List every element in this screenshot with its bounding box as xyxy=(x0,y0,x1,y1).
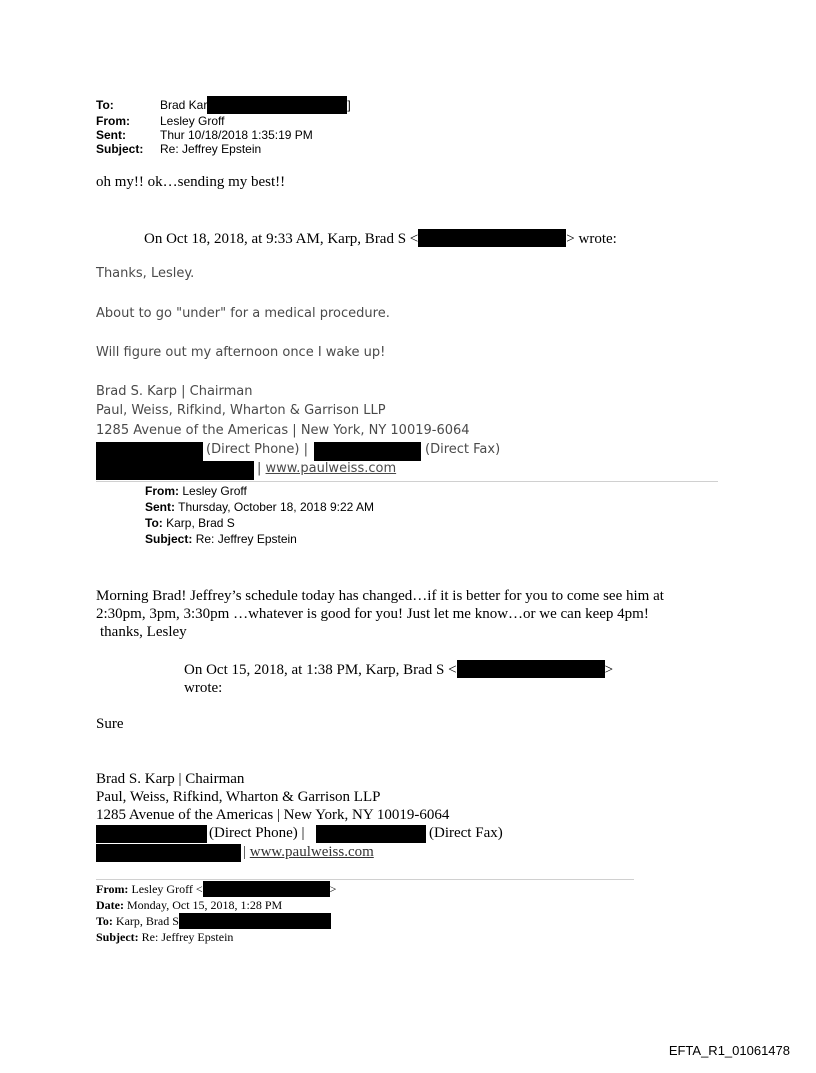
redaction-bar xyxy=(203,881,330,897)
redaction-bar xyxy=(207,96,347,114)
fwd2-subject-value: Re: Jeffrey Epstein xyxy=(141,930,234,944)
fwd2-date-label: Date: xyxy=(96,898,124,912)
quote1-intro-pre: On Oct 18, 2018, at 9:33 AM, Karp, Brad S < xyxy=(144,231,419,247)
header-sent-label: Sent: xyxy=(96,128,126,142)
fwd2-from-value: Lesley Groff < xyxy=(131,882,203,896)
header-from-label: From: xyxy=(96,114,130,128)
quote2-intro-post: > xyxy=(604,662,614,678)
redaction-bar xyxy=(96,825,207,843)
fwd1-sent-row xyxy=(145,499,374,515)
quote2-intro-row xyxy=(184,660,613,679)
redaction-bar xyxy=(96,844,241,862)
header-sent-row xyxy=(96,128,351,142)
quote1-intro-post: > wrote: xyxy=(566,231,617,247)
header-from-value: Lesley Groff xyxy=(160,114,225,128)
fwd1-to-row xyxy=(145,515,374,531)
fwd1-subject-label: Subject: xyxy=(145,532,193,546)
fwd1-sent-label: Sent: xyxy=(145,500,175,514)
sig1-name: Brad S. Karp | Chairman xyxy=(96,384,253,399)
quote2-intro xyxy=(184,660,613,697)
document-id: EFTA_R1_01061478 xyxy=(668,1043,790,1058)
sig1-address: 1285 Avenue of the Americas | New York, NY 10019-6064 xyxy=(96,423,470,438)
reply-body: oh my!! ok…sending my best!! xyxy=(96,174,286,190)
msg2-line-3: thanks, Lesley xyxy=(100,624,187,640)
divider xyxy=(96,879,634,880)
header-from-row xyxy=(96,114,351,128)
header-to-row xyxy=(96,96,351,114)
redaction-bar xyxy=(314,442,421,461)
fwd2-to-label: To: xyxy=(96,914,113,928)
quote2-intro-pre: On Oct 15, 2018, at 1:38 PM, Karp, Brad S < xyxy=(184,662,457,678)
redaction-bar xyxy=(457,660,605,678)
quote2-body: Sure xyxy=(96,716,124,732)
fwd2-header xyxy=(96,881,336,945)
fwd2-to-value: Karp, Brad S xyxy=(115,914,179,928)
fwd1-from-row xyxy=(145,483,374,499)
sig1-sep: | xyxy=(257,461,262,476)
msg2-line-2: 2:30pm, 3pm, 3:30pm …whatever is good for you! Just let me know…or we can keep 4pm! xyxy=(96,606,649,622)
fwd1-from-label: From: xyxy=(145,484,179,498)
quote1-line-1: Thanks, Lesley. xyxy=(96,266,195,281)
sig2-firm: Paul, Weiss, Rifkind, Wharton & Garrison LLP xyxy=(96,789,381,805)
sig2-fax: (Direct Fax) xyxy=(429,825,503,841)
msg2-body xyxy=(96,587,664,641)
quote2-intro-wrote: wrote: xyxy=(184,680,223,696)
fwd1-subject-value: Re: Jeffrey Epstein xyxy=(195,532,297,546)
fwd1-sent-value: Thursday, October 18, 2018 9:22 AM xyxy=(178,500,375,514)
sig1-phone: (Direct Phone) | xyxy=(206,442,308,457)
redaction-bar xyxy=(96,461,254,480)
header-to-value: Brad Kar xyxy=(160,98,208,112)
header-subject-value: Re: Jeffrey Epstein xyxy=(160,142,262,156)
fwd2-date-row xyxy=(96,897,336,913)
sig1-firm: Paul, Weiss, Rifkind, Wharton & Garrison LLP xyxy=(96,403,386,418)
quote1-intro xyxy=(144,229,617,248)
sig2-name: Brad S. Karp | Chairman xyxy=(96,771,245,787)
quote1-line-2: About to go "under" for a medical procedure. xyxy=(96,306,390,321)
sig2-web-line xyxy=(243,844,374,861)
sig1-web-line xyxy=(257,461,396,476)
fwd1-header xyxy=(145,483,374,547)
sig2-address: 1285 Avenue of the Americas | New York, NY 10019-6064 xyxy=(96,807,450,823)
fwd2-from-tail: > xyxy=(329,882,337,896)
header-to-tail: ] xyxy=(347,98,351,112)
quote1-line-3: Will figure out my afternoon once I wake up! xyxy=(96,345,386,360)
divider xyxy=(96,481,718,482)
fwd1-from-value: Lesley Groff xyxy=(182,484,247,498)
sig1-fax: (Direct Fax) xyxy=(425,442,501,457)
sig2-block xyxy=(96,770,449,824)
sig2-web-link[interactable]: www.paulweiss.com xyxy=(249,844,374,860)
sig2-phone: (Direct Phone) | xyxy=(209,825,305,841)
redaction-bar xyxy=(179,913,331,929)
redaction-bar xyxy=(316,825,426,843)
msg2-line-1: Morning Brad! Jeffrey’s schedule today has changed…if it is better for you to come see him at xyxy=(96,588,664,604)
fwd2-subject-label: Subject: xyxy=(96,930,139,944)
fwd2-subject-row xyxy=(96,929,336,945)
fwd2-from-row xyxy=(96,881,336,897)
header-to-label: To: xyxy=(96,98,114,112)
fwd1-to-value: Karp, Brad S xyxy=(166,516,235,530)
redaction-bar xyxy=(418,229,566,247)
header-sent-value: Thur 10/18/2018 1:35:19 PM xyxy=(160,128,313,142)
sig2-sep: | xyxy=(243,844,247,860)
fwd1-subject-row xyxy=(145,531,374,547)
fwd1-to-label: To: xyxy=(145,516,163,530)
redaction-bar xyxy=(96,442,203,461)
fwd2-date-value: Monday, Oct 15, 2018, 1:28 PM xyxy=(126,898,283,912)
header-subject-row xyxy=(96,142,351,156)
fwd2-from-label: From: xyxy=(96,882,129,896)
sig1-web-link[interactable]: www.paulweiss.com xyxy=(265,461,397,476)
fwd2-to-row xyxy=(96,913,336,929)
email-header xyxy=(96,96,351,156)
header-subject-label: Subject: xyxy=(96,142,144,156)
